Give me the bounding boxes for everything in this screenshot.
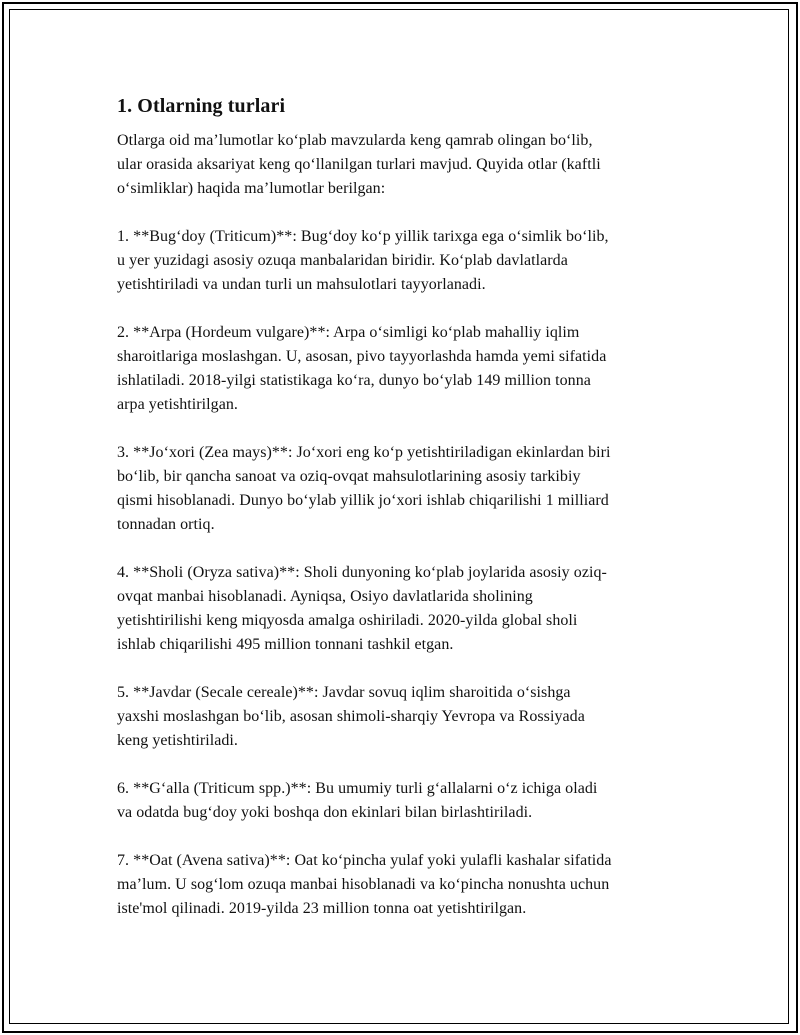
paragraph-line: tonnadan ortiq.	[117, 516, 215, 533]
paragraph-line: yaxshi moslashgan bo‘lib, asosan shimoli-sharqiy Yevropa va Rossiyada	[117, 708, 585, 725]
list-item-galla	[117, 777, 697, 825]
paragraph-line: yetishtiriladi va undan turli un mahsulotlari tayyorlanadi.	[117, 276, 486, 293]
paragraph-line: ular orasida aksariyat keng qo‘llanilgan turlari mavjud. Quyida otlar (kaftli	[117, 156, 601, 173]
list-item-bugdoy	[117, 225, 697, 297]
list-item-oat	[117, 849, 697, 921]
paragraph-line: bo‘lib, bir qancha sanoat va oziq-ovqat mahsulotlarining asosiy tarkibiy	[117, 468, 581, 485]
section-title: 1. Otlarning turlari	[117, 95, 286, 117]
paragraph-line: sharoitlariga moslashgan. U, asosan, pivo tayyorlashda hamda yemi sifatida	[117, 348, 607, 365]
list-item-javdar	[117, 681, 697, 753]
intro-paragraph	[117, 129, 697, 201]
paragraph-line: 2. **Arpa (Hordeum vulgare)**: Arpa o‘simligi ko‘plab mahalliy iqlim	[117, 324, 580, 341]
paragraph-line: 5. **Javdar (Secale cereale)**: Javdar sovuq iqlim sharoitida o‘sishga	[117, 684, 571, 701]
paragraph-line: yetishtirilishi keng miqyosda amalga oshiriladi. 2020-yilda global sholi	[117, 612, 578, 629]
paragraph-line: ishlab chiqarilishi 495 million tonnani tashkil etgan.	[117, 636, 454, 653]
paragraph-line: Otlarga oid ma’lumotlar ko‘plab mavzularda keng qamrab olingan bo‘lib,	[117, 132, 593, 149]
document-body	[117, 92, 697, 945]
list-item-sholi	[117, 561, 697, 657]
paragraph-line: ma’lum. U sog‘lom ozuqa manbai hisoblanadi va ko‘pincha nonushta uchun	[117, 876, 610, 893]
paragraph-line: arpa yetishtirilgan.	[117, 396, 238, 413]
paragraph-line: ovqat manbai hisoblanadi. Ayniqsa, Osiyo davlatlarida sholining	[117, 588, 533, 605]
paragraph-line: va odatda bug‘doy yoki boshqa don ekinlari bilan birlashtiriladi.	[117, 804, 533, 821]
paragraph-line: keng yetishtiriladi.	[117, 732, 238, 749]
paragraph-line: qismi hisoblanadi. Dunyo bo‘ylab yillik jo‘xori ishlab chiqarilishi 1 milliard	[117, 492, 609, 509]
paragraph-line: 1. **Bug‘doy (Triticum)**: Bug‘doy ko‘p yillik tarixga ega o‘simlik bo‘lib,	[117, 228, 609, 245]
paragraph-line: 7. **Oat (Avena sativa)**: Oat ko‘pincha yulaf yoki yulafli kashalar sifatida	[117, 852, 612, 869]
paragraph-line: o‘simliklar) haqida ma’lumotlar berilgan:	[117, 180, 386, 197]
list-item-joxori	[117, 441, 697, 537]
paragraph-line: ishlatiladi. 2018-yilgi statistikaga ko‘ra, dunyo bo‘ylab 149 million tonna	[117, 372, 591, 389]
paragraph-line: 6. **G‘alla (Triticum spp.)**: Bu umumiy turli g‘allalarni o‘z ichiga oladi	[117, 780, 598, 797]
paragraph-line: u yer yuzidagi asosiy ozuqa manbalaridan biridir. Ko‘plab davlatlarda	[117, 252, 568, 269]
paragraph-line: 3. **Jo‘xori (Zea mays)**: Jo‘xori eng ko‘p yetishtiriladigan ekinlardan biri	[117, 444, 611, 461]
paragraph-line: 4. **Sholi (Oryza sativa)**: Sholi dunyoning ko‘plab joylarida asosiy oziq-	[117, 564, 607, 581]
paragraph-line: iste'mol qilinadi. 2019-yilda 23 million tonna oat yetishtirilgan.	[117, 900, 527, 917]
list-item-arpa	[117, 321, 697, 417]
